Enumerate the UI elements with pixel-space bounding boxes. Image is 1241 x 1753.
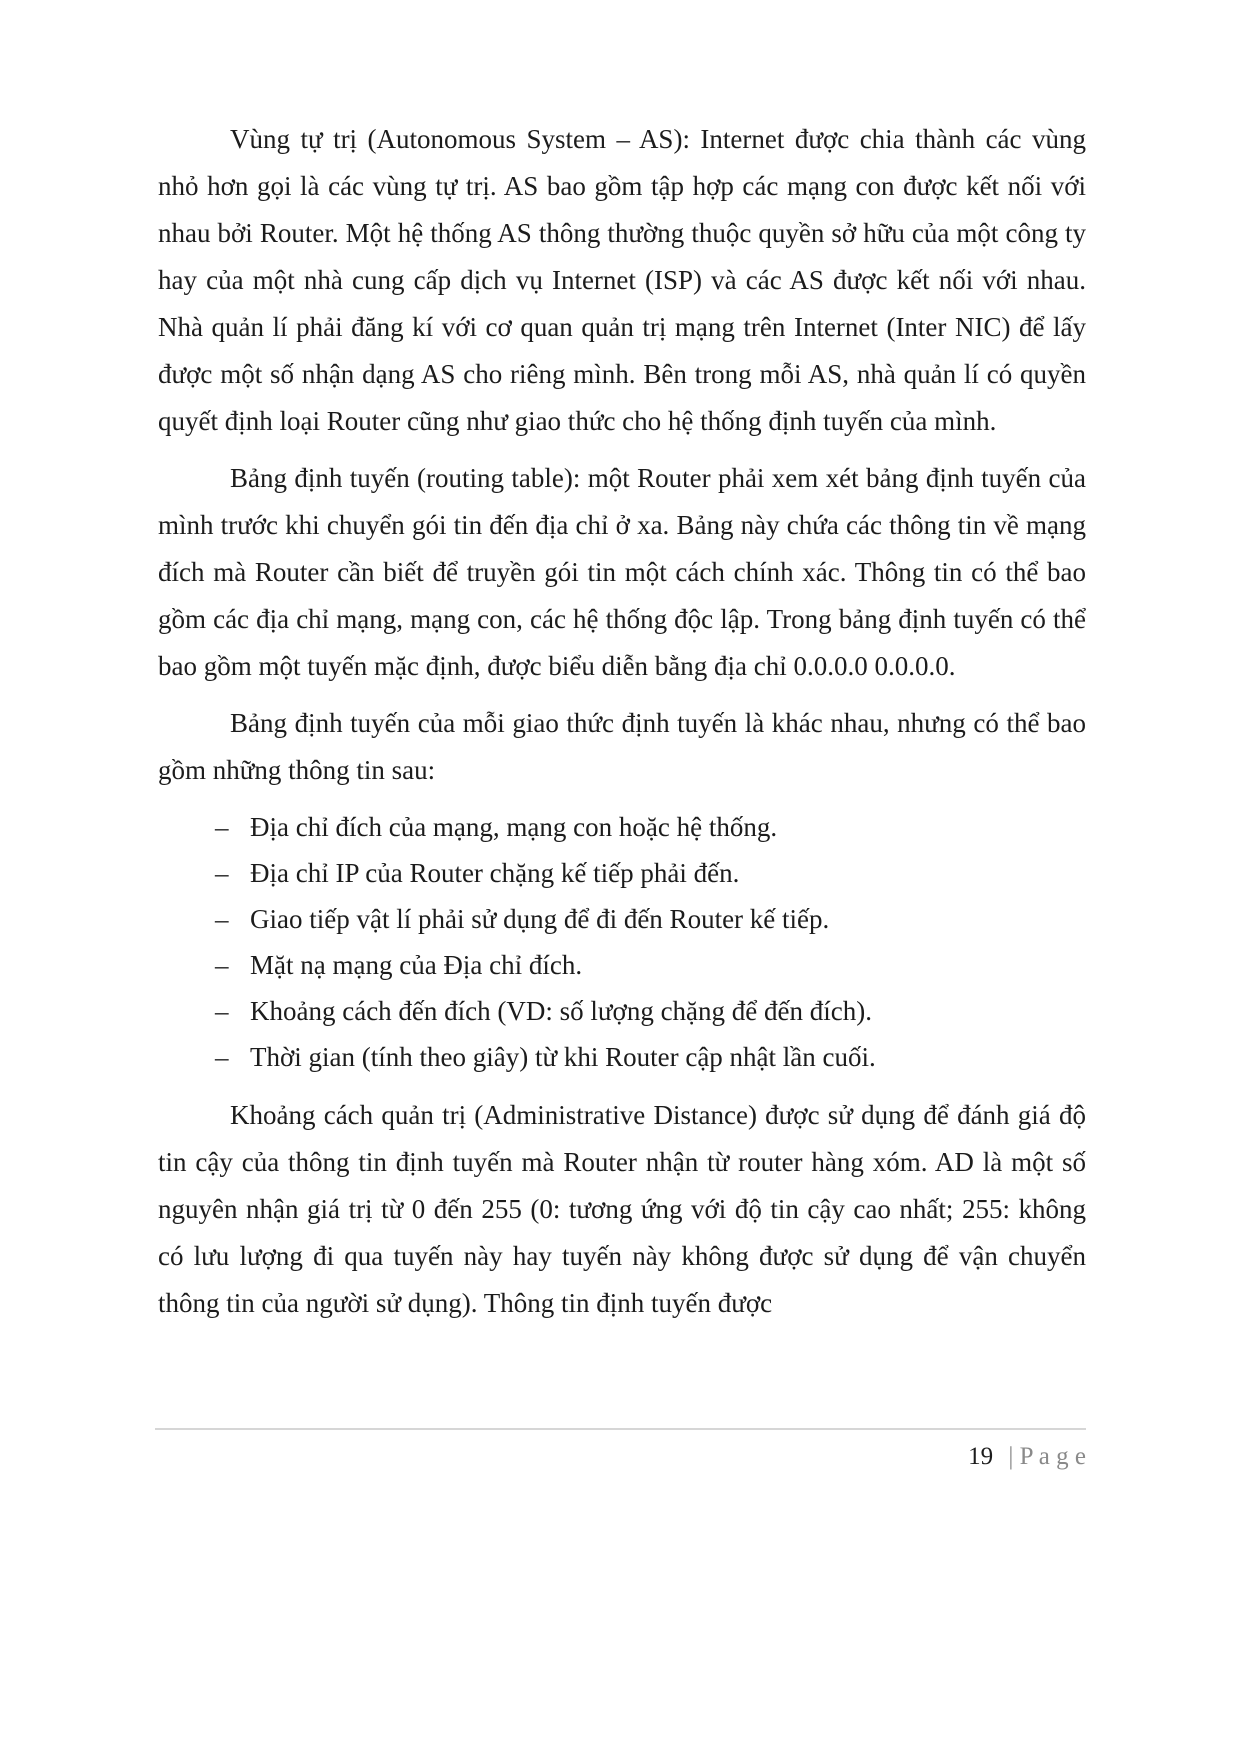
dash-marker: – [215,1042,229,1072]
list-item-text: Giao tiếp vật lí phải sử dụng để đi đến Router kế tiếp. [250,904,830,934]
paragraph-routing-table-contents: Bảng định tuyến của mỗi giao thức định tuyến là khác nhau, nhưng có thể bao gồm những thông tin sau: [158,708,1086,785]
list-item [158,804,1086,850]
list-item-text: Mặt nạ mạng của Địa chỉ đích. [250,950,583,980]
paragraph-autonomous-system: Vùng tự trị (Autonomous System – AS): Internet được chia thành các vùng nhỏ hơn gọi là các vùng tự trị. AS bao gồm tập hợp các mạng con được kết nối với nhau bởi Router. Một hệ thống AS thông thường thuộc quyền sở hữu của một công ty hay của một nhà cung cấp dịch vụ Internet (ISP) và các AS được kết nối với nhau. Nhà quản lí phải đăng kí với cơ quan quản trị mạng trên Internet (Inter NIC) để lấy được một số nhận dạng AS cho riêng mình. Bên trong mỗi AS, nhà quản lí có quyền quyết định loại Router cũng như giao thức cho hệ thống định tuyến của mình. [158,124,1086,436]
list-item-text: Địa chỉ đích của mạng, mạng con hoặc hệ thống. [250,812,778,842]
page-footer [155,1428,1086,1472]
dash-marker: – [215,812,229,842]
dash-marker: – [215,904,229,934]
page-content [158,116,1086,1337]
list-item [158,942,1086,988]
page-number-value: 19 [968,1443,994,1470]
list-item [158,850,1086,896]
list-item [158,1034,1086,1080]
dash-marker: – [215,996,229,1026]
list-item [158,896,1086,942]
routing-info-list [158,804,1086,1080]
dash-marker: – [215,858,229,888]
list-item-text: Khoảng cách đến đích (VD: số lượng chặng để đến đích). [250,996,872,1026]
page-label: | P a g e [1008,1443,1086,1470]
dash-marker: – [215,950,229,980]
page-number [155,1442,1086,1472]
list-item-text: Địa chỉ IP của Router chặng kế tiếp phải đến. [250,858,740,888]
paragraph-routing-table: Bảng định tuyến (routing table): một Router phải xem xét bảng định tuyến của mình trước khi chuyển gói tin đến địa chỉ ở xa. Bảng này chứa các thông tin về mạng đích mà Router cần biết để truyền gói tin một cách chính xác. Thông tin có thể bao gồm các địa chỉ mạng, mạng con, các hệ thống độc lập. Trong bảng định tuyến có thể bao gồm một tuyến mặc định, được biểu diễn bằng địa chỉ 0.0.0.0 0.0.0.0. [158,463,1086,681]
list-item-text: Thời gian (tính theo giây) từ khi Router cập nhật lần cuối. [250,1042,876,1072]
list-item [158,988,1086,1034]
footer-divider [155,1428,1086,1430]
paragraph-administrative-distance: Khoảng cách quản trị (Administrative Distance) được sử dụng để đánh giá độ tin cậy của thông tin định tuyến mà Router nhận từ router hàng xóm. AD là một số nguyên nhận giá trị từ 0 đến 255 (0: tương ứng với độ tin cậy cao nhất; 255: không có lưu lượng đi qua tuyến này hay tuyến này không được sử dụng để vận chuyển thông tin của người sử dụng). Thông tin định tuyến được [158,1100,1086,1318]
